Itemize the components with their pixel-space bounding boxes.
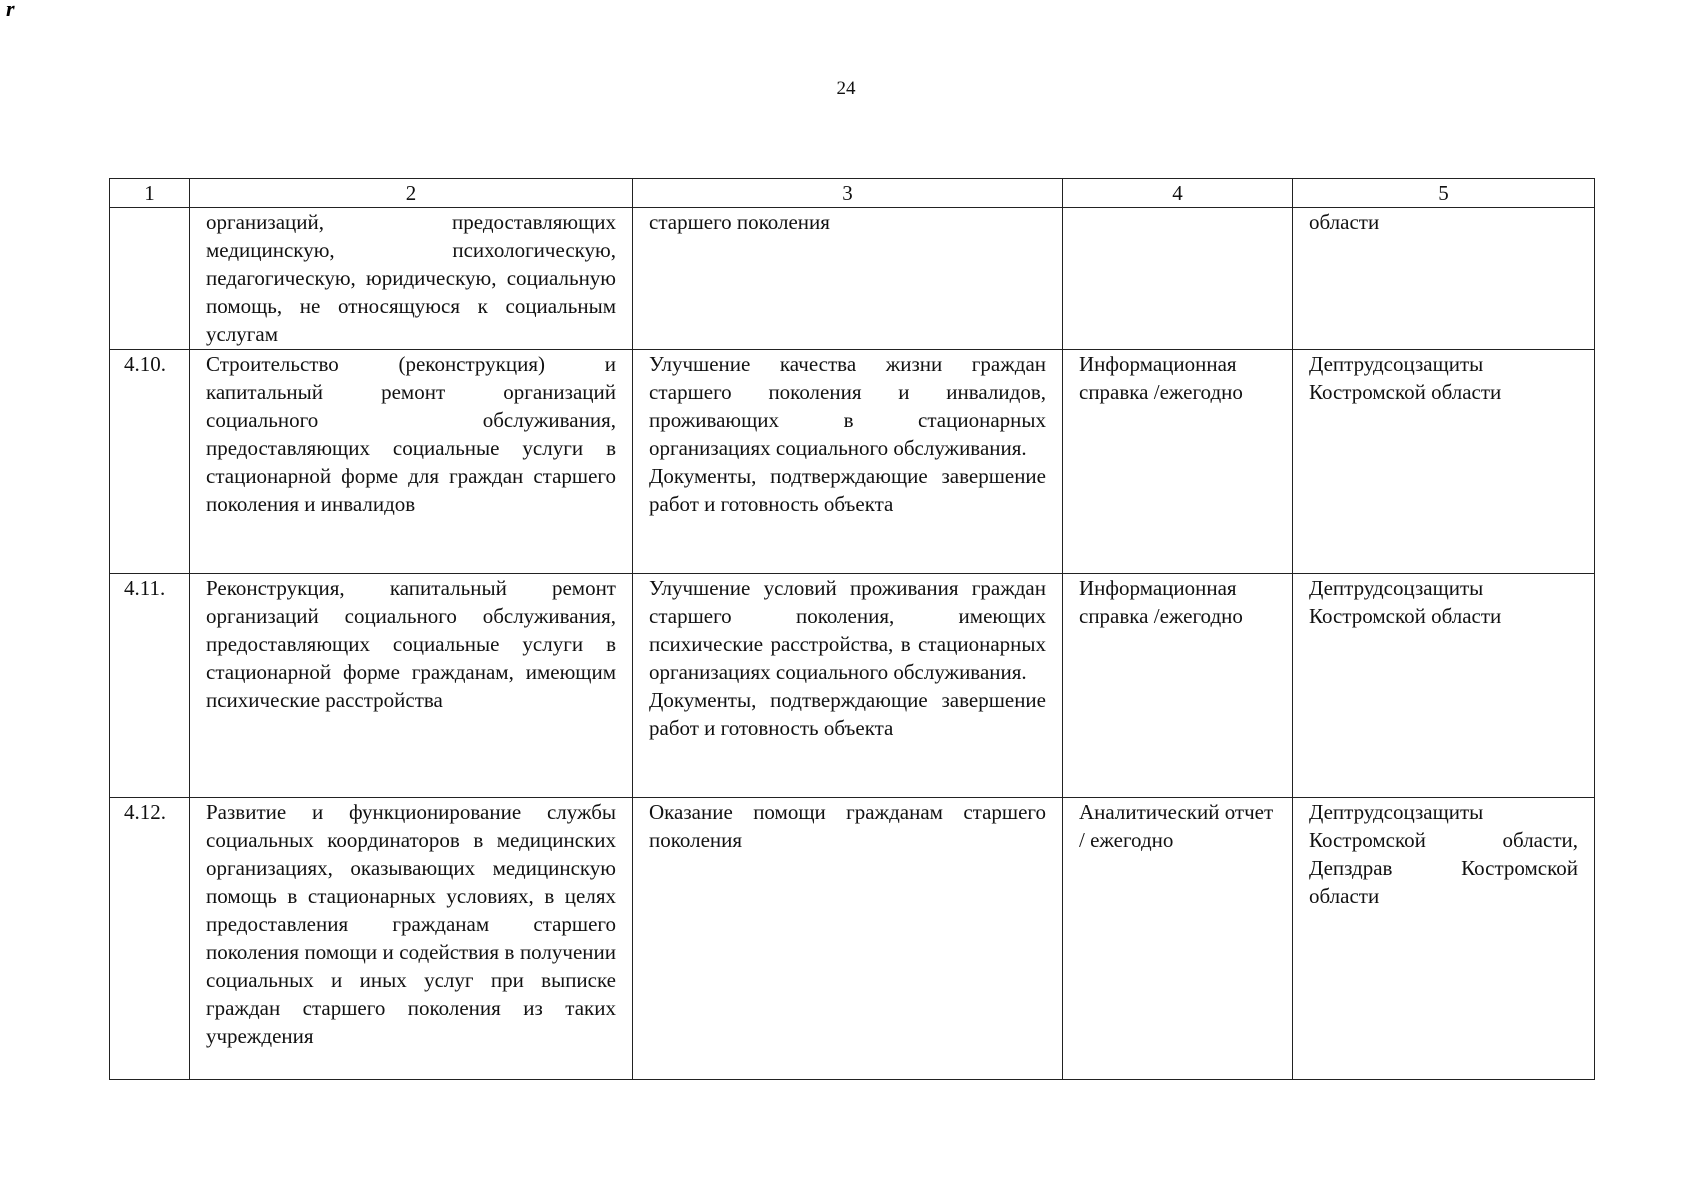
table-row	[110, 350, 1595, 574]
row-number: 4.11.	[110, 574, 190, 798]
responsible-cell	[1293, 798, 1595, 1080]
responsible-cell	[1293, 208, 1595, 350]
result-text: старшего поколения	[649, 210, 830, 234]
measure-text: Развитие и функционирование службы социальных координаторов в медицинских организациях, оказывающих медицинскую помощь в стационарных условиях, в целях предоставления гражданам старшего поколения помощи и содействия в получении социальных и иных услуг при выписке граждан старшего поколения из таких учреждения	[206, 800, 616, 1048]
row-number: 4.12.	[110, 798, 190, 1080]
result-text: Улучшение условий проживания граждан старшего поколения, имеющих психические расстройства, в стационарных организациях социального обслуживания.	[649, 576, 1046, 684]
form-cell	[1063, 208, 1293, 350]
responsible-text: Дептрудсоцзащиты Костромской области, Депздрав Костромской области	[1309, 800, 1578, 908]
responsible-text: области	[1309, 210, 1380, 234]
measure-cell	[190, 574, 633, 798]
row-number: 4.10.	[110, 350, 190, 574]
table-row	[110, 208, 1595, 350]
column-header: 5	[1293, 179, 1595, 208]
result-text: Оказание помощи гражданам старшего поколения	[649, 800, 1046, 852]
table-row	[110, 798, 1595, 1080]
column-header: 1	[110, 179, 190, 208]
result-text: Документы, подтверждающие завершение работ и готовность объекта	[649, 464, 1046, 516]
form-cell	[1063, 574, 1293, 798]
form-cell	[1063, 798, 1293, 1080]
measure-text: Реконструкция, капитальный ремонт организаций социального обслуживания, предоставляющих социальные услуги в стационарной форме гражданам, имеющим психические расстройства	[206, 576, 616, 712]
measures-table	[109, 178, 1595, 1080]
responsible-text: Дептрудсоцзащиты Костромской области	[1309, 576, 1502, 628]
result-text: Улучшение качества жизни граждан старшего поколения и инвалидов, проживающих в стационарных организациях социального обслуживания.	[649, 352, 1046, 460]
measure-text: Строительство (реконструкция) и капитальный ремонт организаций социального обслуживания, предоставляющих социальные услуги в стационарной форме для граждан старшего поколения и инвалидов	[206, 352, 616, 516]
responsible-cell	[1293, 350, 1595, 574]
responsible-cell	[1293, 574, 1595, 798]
form-cell	[1063, 350, 1293, 574]
result-text: Документы, подтверждающие завершение работ и готовность объекта	[649, 688, 1046, 740]
table-row	[110, 574, 1595, 798]
result-cell	[633, 798, 1063, 1080]
table-header-row	[110, 179, 1595, 208]
measure-cell	[190, 798, 633, 1080]
measure-text: организаций, предоставляющих медицинскую, психологическую, педагогическую, юридическую, социальную помощь, не относящуюся к социальным услугам	[206, 210, 616, 346]
row-number	[110, 208, 190, 350]
measure-cell	[190, 208, 633, 350]
measure-cell	[190, 350, 633, 574]
form-text: Аналитический отчет / ежегодно	[1079, 800, 1274, 852]
form-text: Информационная справка /ежегодно	[1079, 576, 1243, 628]
column-header: 4	[1063, 179, 1293, 208]
corner-mark: r	[6, 0, 15, 21]
result-cell	[633, 574, 1063, 798]
responsible-text: Дептрудсоцзащиты Костромской области	[1309, 352, 1502, 404]
page-number: 24	[836, 78, 856, 99]
form-text: Информационная справка /ежегодно	[1079, 352, 1243, 404]
column-header: 2	[190, 179, 633, 208]
column-header: 3	[633, 179, 1063, 208]
result-cell	[633, 208, 1063, 350]
result-cell	[633, 350, 1063, 574]
